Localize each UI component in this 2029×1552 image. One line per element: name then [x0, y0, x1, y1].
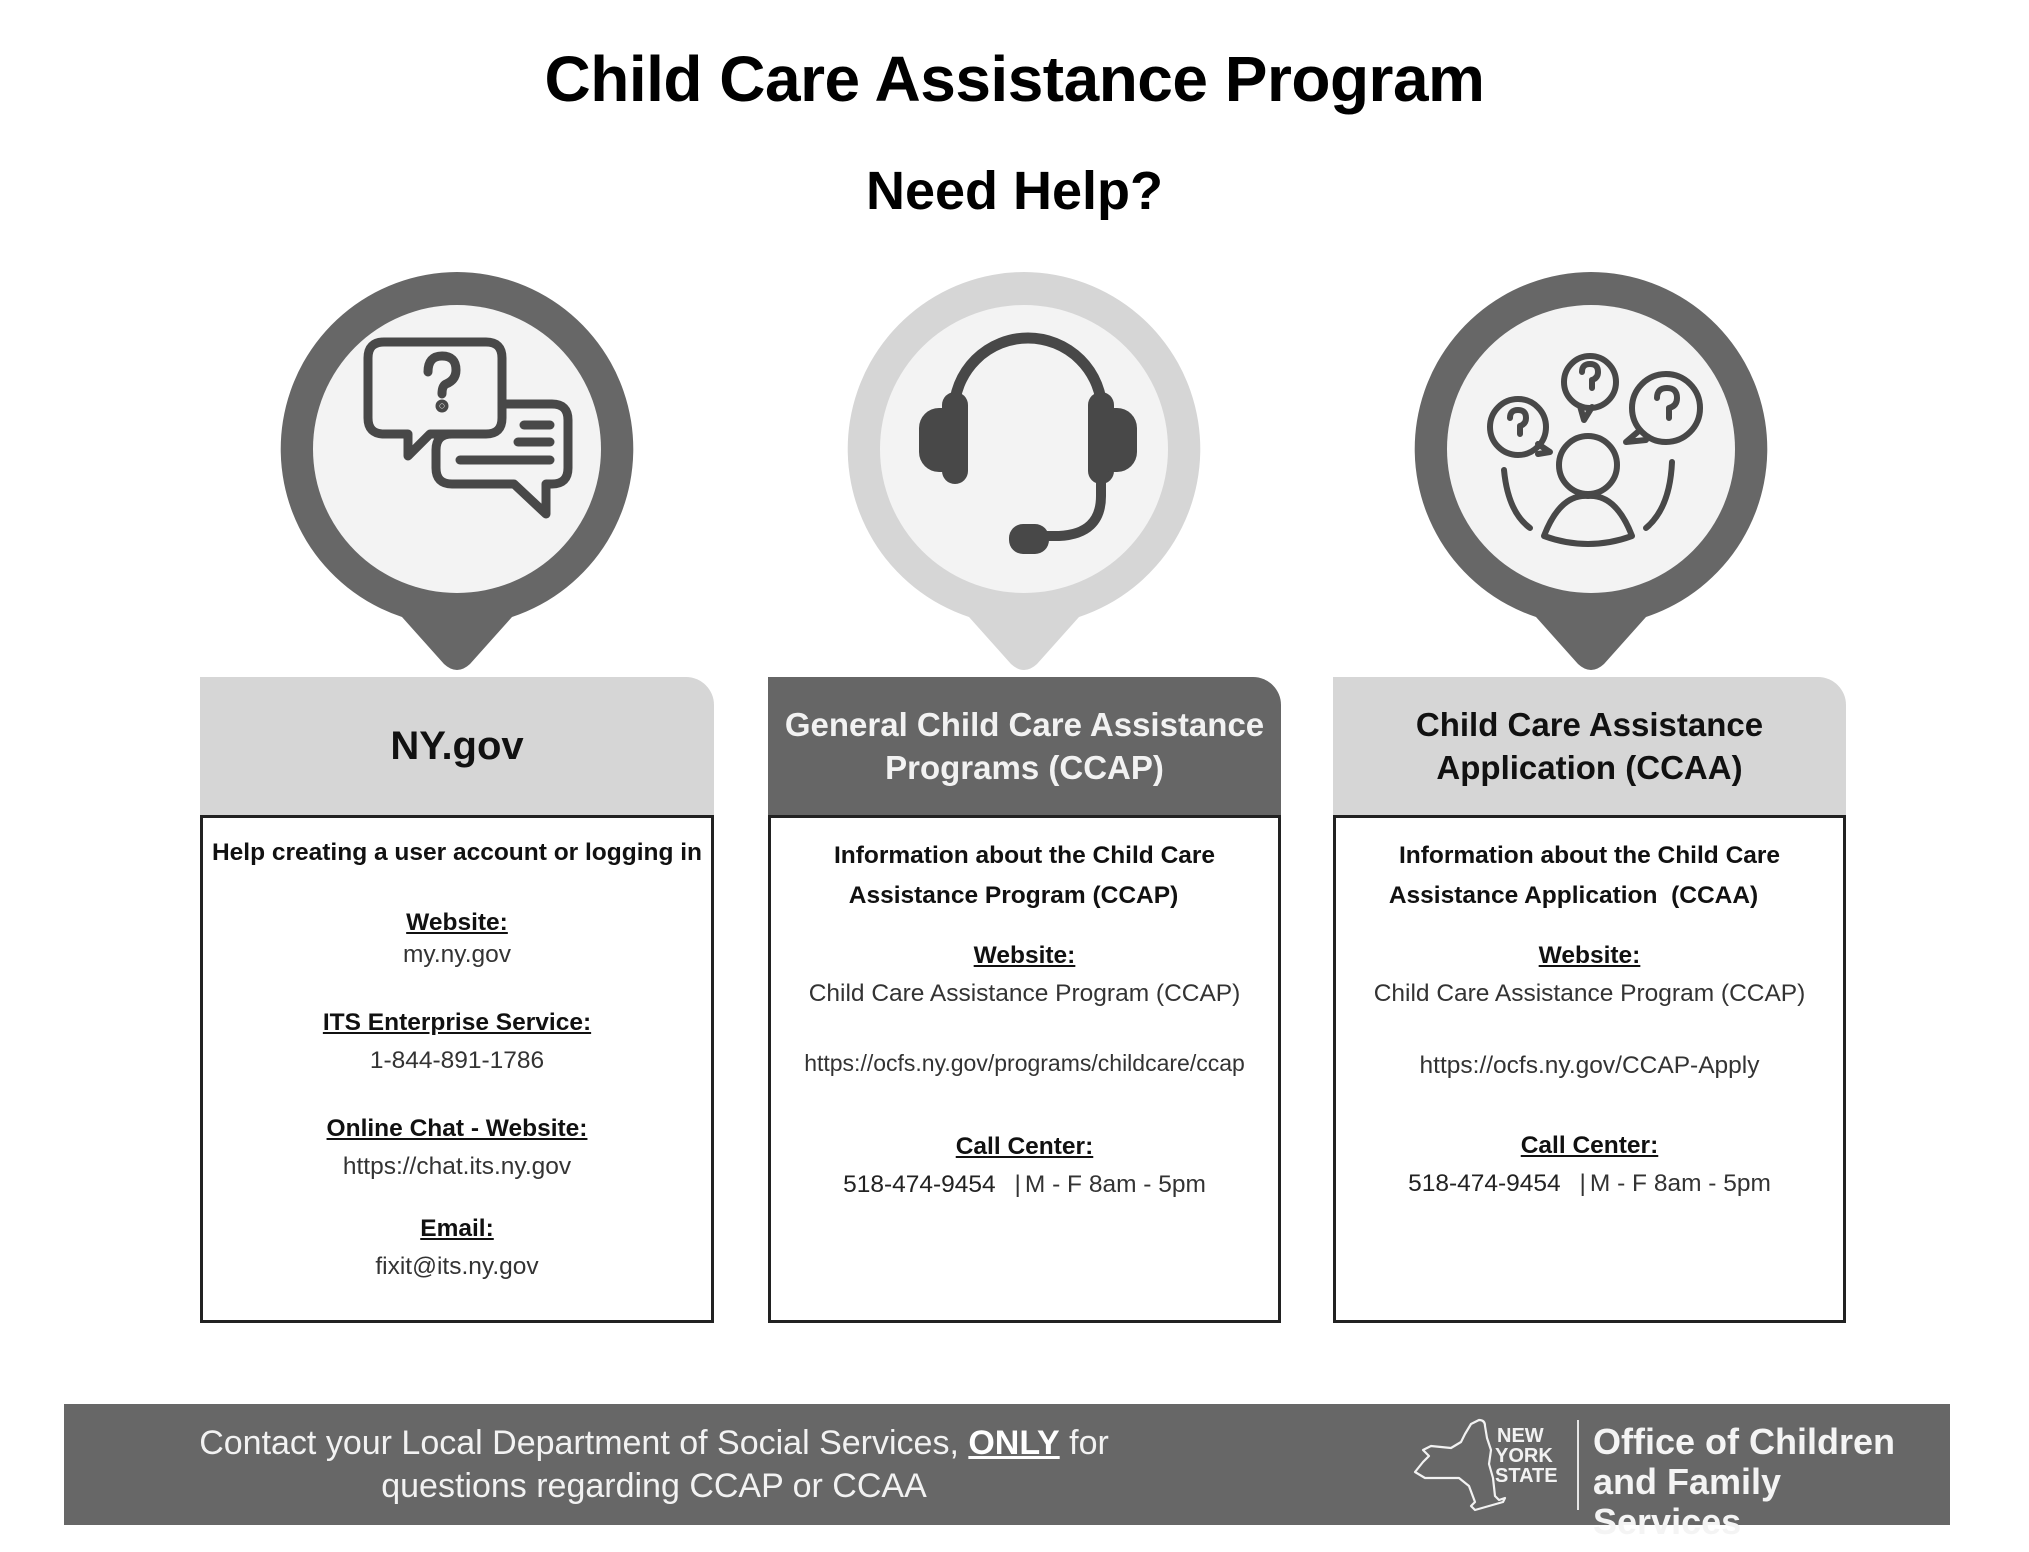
- page-title: Child Care Assistance Program: [544, 43, 1485, 115]
- pin-ccaa: [1414, 272, 1768, 672]
- person-with-questions-icon: [1414, 272, 1768, 672]
- agency-name: [1593, 1422, 1939, 1542]
- card-heading: NY.gov: [390, 723, 524, 768]
- call-center-info: [771, 1171, 1278, 1199]
- separator: |: [1014, 1171, 1021, 1198]
- email-label: Email:: [420, 1215, 494, 1242]
- nys-wordmark: [1495, 1426, 1558, 1486]
- nys-line3: STATE: [1495, 1465, 1558, 1487]
- website-label: Website:: [406, 909, 508, 936]
- card-intro: Help creating a user account or logging in: [211, 839, 703, 866]
- footer-text-after: for questions regarding CCAP or CCAA: [381, 1424, 1109, 1505]
- call-center-label: Call Center:: [1520, 1132, 1659, 1159]
- card-intro-line1: Information about the Child Care: [833, 842, 1216, 869]
- separator: |: [1579, 1170, 1586, 1197]
- call-center-hours: M - F 8am - 5pm: [1024, 1171, 1206, 1198]
- call-center-phone[interactable]: 518-474-9454: [843, 1171, 996, 1198]
- card-nygov-body: [200, 815, 714, 1323]
- pin-ccap: [847, 272, 1201, 672]
- website-name[interactable]: Child Care Assistance Program (CCAP): [808, 980, 1241, 1007]
- website-label: Website:: [973, 942, 1076, 969]
- its-service-label: ITS Enterprise Service:: [322, 1009, 592, 1036]
- card-heading-line2: Programs (CCAP): [885, 749, 1164, 786]
- card-intro-line1: Information about the Child Care: [1398, 842, 1781, 869]
- online-chat-link[interactable]: https://chat.its.ny.gov: [342, 1153, 572, 1180]
- nys-line2: YORK: [1495, 1445, 1553, 1467]
- online-chat-label: Online Chat - Website:: [326, 1115, 588, 1142]
- card-ccaa-header: [1333, 677, 1846, 815]
- new-york-state-outline-icon: [1409, 1416, 1509, 1514]
- card-heading-line1: Child Care Assistance: [1415, 706, 1764, 743]
- call-center-label: Call Center:: [955, 1133, 1094, 1160]
- website-label: Website:: [1538, 942, 1641, 969]
- page-subtitle: Need Help?: [865, 161, 1164, 221]
- card-ccap-body: [768, 815, 1281, 1323]
- website-url[interactable]: https://ocfs.ny.gov/CCAP-Apply: [1419, 1052, 1760, 1079]
- call-center-hours: M - F 8am - 5pm: [1589, 1170, 1771, 1197]
- card-intro-line2: Assistance Application (CCAA): [1388, 882, 1759, 909]
- website-link[interactable]: my.ny.gov: [402, 941, 511, 968]
- headset-icon: [847, 272, 1201, 672]
- card-nygov-header: [200, 677, 714, 815]
- card-ccap-header: [768, 677, 1281, 815]
- card-intro-line2: Assistance Program (CCAP): [848, 882, 1179, 909]
- footer-banner: [64, 1404, 1950, 1542]
- ocfs-logo: [1409, 1416, 1939, 1542]
- call-center-phone[interactable]: 518-474-9454: [1408, 1170, 1561, 1197]
- card-ccap: [768, 677, 1281, 1323]
- call-center-info: [1336, 1170, 1843, 1198]
- logo-divider: [1577, 1420, 1579, 1510]
- website-name[interactable]: Child Care Assistance Program (CCAP): [1373, 980, 1806, 1007]
- agency-line1: Office of Children: [1593, 1421, 1896, 1462]
- its-service-phone[interactable]: 1-844-891-1786: [369, 1047, 545, 1074]
- nys-line1: NEW: [1497, 1425, 1544, 1447]
- footer-notice: [144, 1422, 1164, 1508]
- card-ccaa: [1333, 677, 1846, 1323]
- card-heading-line2: Application (CCAA): [1436, 749, 1743, 786]
- website-url[interactable]: https://ocfs.ny.gov/programs/childcare/ccap: [804, 1050, 1245, 1076]
- agency-line2: and Family Services: [1593, 1461, 1782, 1542]
- card-nygov: [200, 677, 714, 1323]
- card-heading-line1: General Child Care Assistance: [784, 706, 1265, 743]
- email-link[interactable]: fixit@its.ny.gov: [375, 1253, 539, 1280]
- pin-nygov: [280, 272, 634, 672]
- footer-text-before: Contact your Local Department of Social Services,: [199, 1424, 969, 1462]
- card-ccaa-body: [1333, 815, 1846, 1323]
- footer-text-emphasis: ONLY: [968, 1424, 1060, 1462]
- chat-question-bubbles-icon: [280, 272, 634, 672]
